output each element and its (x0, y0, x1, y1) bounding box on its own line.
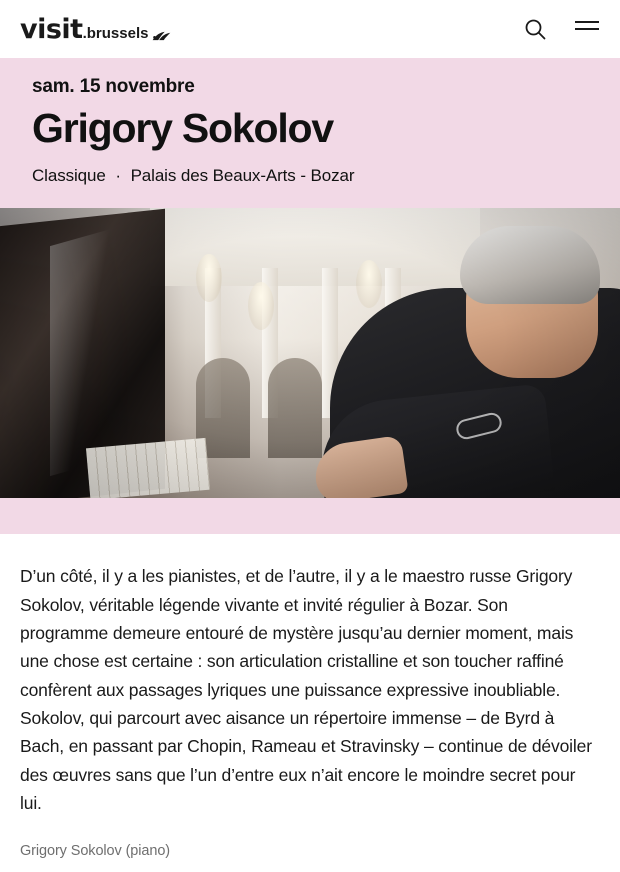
menu-icon[interactable] (574, 16, 600, 42)
page-title: Grigory Sokolov (32, 105, 333, 151)
photo-vignette (0, 208, 620, 498)
meta-separator: · (115, 166, 121, 186)
iris-flower-icon (150, 29, 172, 43)
event-date: sam. 15 novembre (32, 76, 195, 97)
event-photo (0, 208, 620, 498)
event-credits: Grigory Sokolov (piano) (20, 843, 171, 860)
header-actions (522, 16, 600, 42)
event-venue[interactable]: Palais des Beaux-Arts - Bozar (130, 166, 355, 186)
event-content (0, 534, 620, 859)
event-meta (32, 166, 588, 186)
event-category[interactable]: Classique (32, 166, 106, 186)
event-hero (0, 58, 620, 208)
site-header (0, 0, 620, 58)
search-icon[interactable] (522, 16, 548, 42)
accent-strip (0, 498, 620, 534)
site-logo[interactable] (20, 13, 172, 45)
logo-wordmark: visit (20, 13, 83, 45)
logo-suffix: .brussels (82, 24, 149, 42)
event-description: D’un côté, il y a les pianistes, et de l’autre, il y a le maestro russe Grigory Sokolov, véritable légende vivante et invité régulier à Bozar. Son programme demeure entouré de mystère jusqu’au dernier moment, mais une chose est certaine : son articulation cristalline et son toucher raffiné confèrent aux passages lyriques une puissance expressive inoubliable. Sokolov, qui parcourt avec aisance un répertoire immense – de Byrd à Bach, en passant par Chopin, Rameau et Stravinsky – continue de dévoiler des œuvres sans que l’un d’entre eux n’ait encore le moindre secret pour lui. (20, 566, 592, 814)
